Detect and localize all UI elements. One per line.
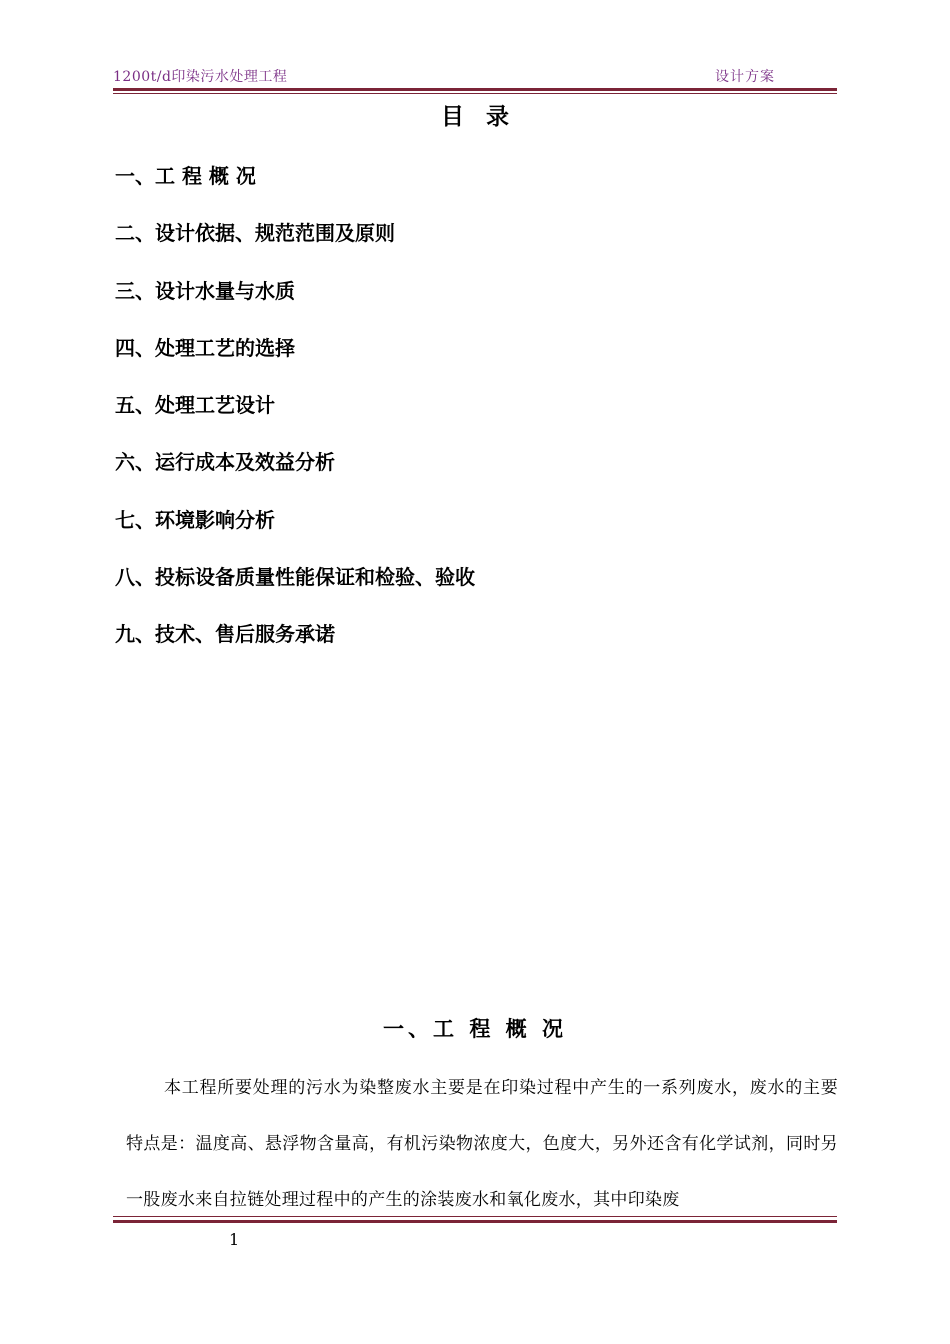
body-paragraph: 本工程所要处理的污水为染整废水主要是在印染过程中产生的一系列废水，废水的主要特点是：温度高、悬浮物含量高，有机污染物浓度大，色度大，另外还含有化学试剂，同时另一股废水来自拉链处理过程中的产生的涂装废水和氧化废水，其中印染废	[126, 1078, 838, 1210]
page-header	[113, 66, 837, 86]
toc-item: 五、处理工艺设计	[115, 393, 275, 418]
footer-rule-thick	[113, 1220, 837, 1223]
table-of-contents	[115, 160, 475, 676]
toc-item: 七、环境影响分析	[115, 507, 275, 532]
toc-item: 四、处理工艺的选择	[115, 335, 295, 360]
footer-rule-thin	[113, 1216, 837, 1217]
header-rule-thick	[113, 88, 837, 91]
toc-item: 二、设计依据、规范范围及原则	[115, 221, 395, 246]
page-number: 1	[229, 1230, 240, 1249]
header-document-type: 设计方案	[715, 69, 775, 85]
header-rule-thin	[113, 93, 837, 94]
header-project-title: 1200t/d印染污水处理工程	[113, 69, 288, 85]
toc-item: 六、运行成本及效益分析	[115, 450, 335, 475]
toc-item: 一、工 程 概 况	[115, 164, 256, 188]
toc-item: 九、技术、售后服务承诺	[115, 622, 335, 647]
toc-item: 八、投标设备质量性能保证和检验、验收	[115, 565, 475, 590]
section-heading: 一、工 程 概 况	[383, 1016, 567, 1041]
toc-title: 目录	[441, 103, 531, 130]
toc-item: 三、设计水量与水质	[115, 278, 295, 303]
